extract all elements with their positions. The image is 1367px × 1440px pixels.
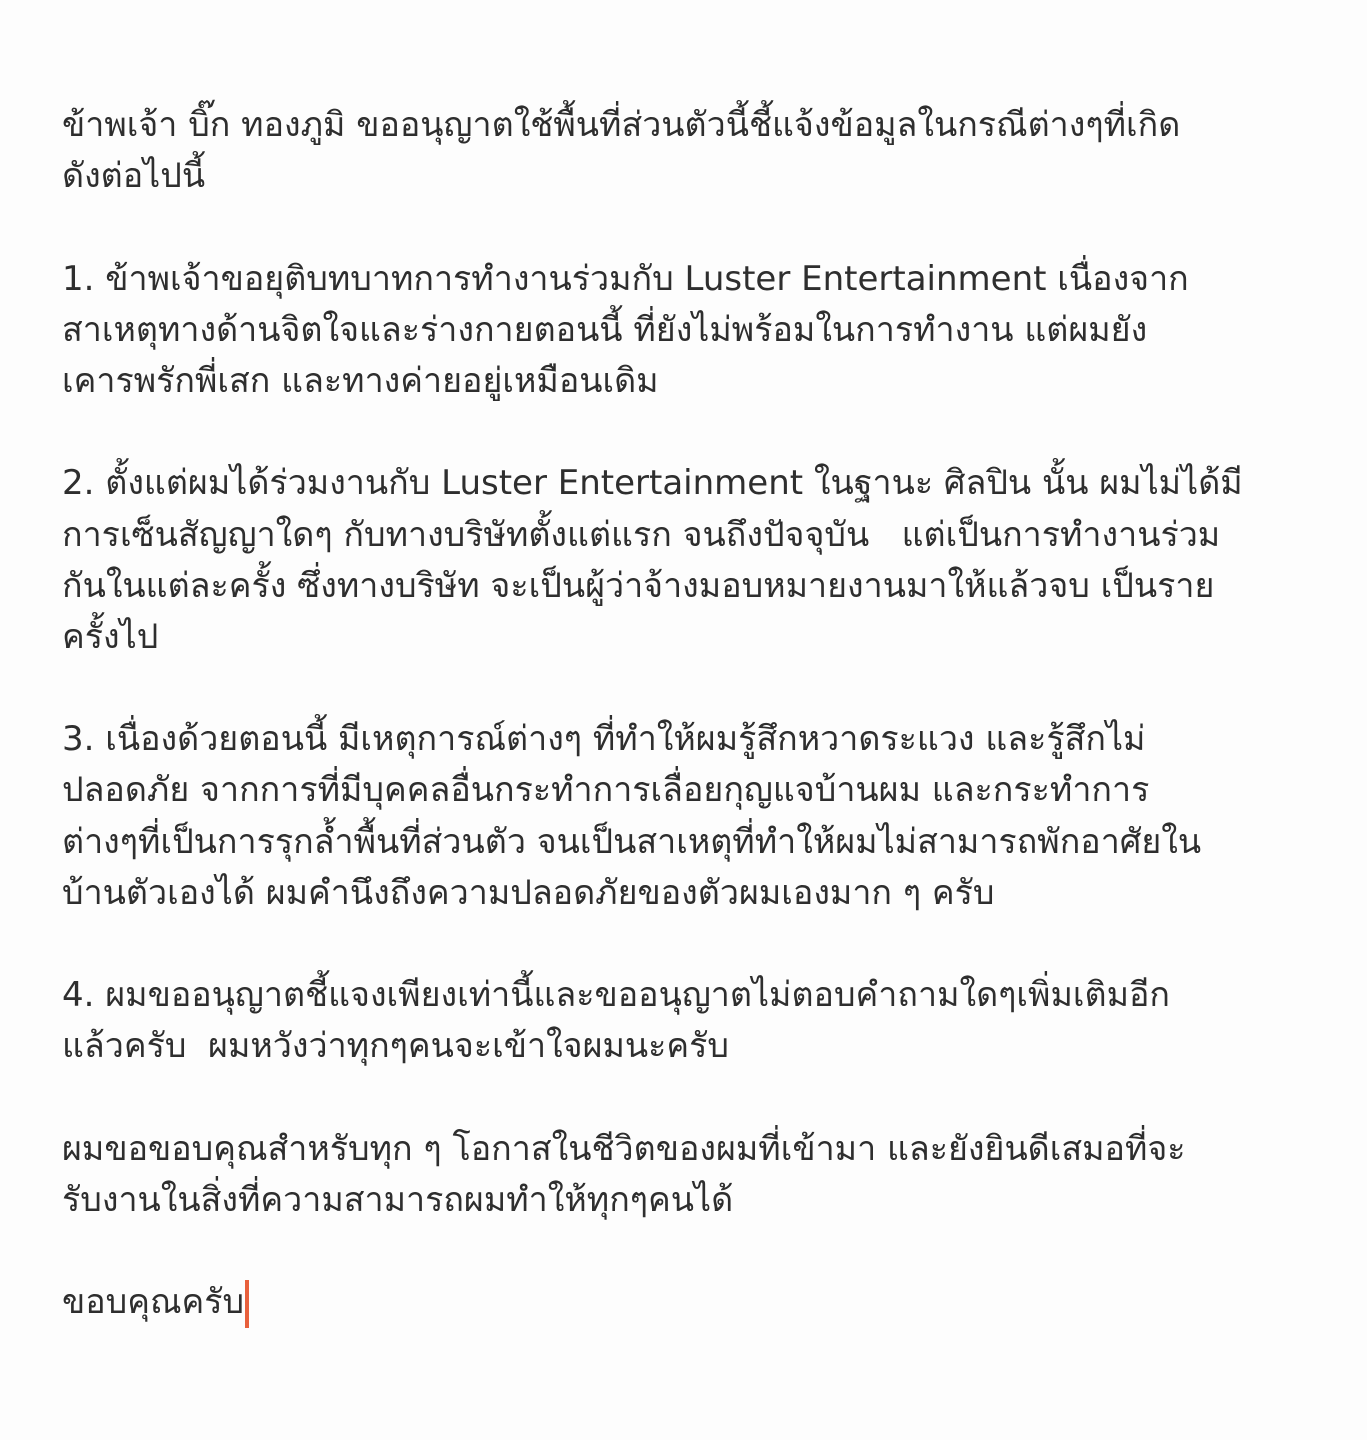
line-text: ครั้งไป [62, 616, 159, 657]
line-text: บ้านตัวเองได้ ผมคำนึงถึงความปลอดภัยของตัวผมเองมาก ๆ ครับ [62, 872, 995, 913]
text-line [62, 305, 1352, 356]
paragraph [62, 254, 1352, 408]
paragraph [62, 458, 1352, 663]
text-line [62, 970, 1352, 1021]
text-line [62, 1021, 1352, 1072]
text-line [62, 765, 1352, 816]
text-line [62, 612, 1352, 663]
text-cursor [245, 1280, 249, 1328]
line-text: เคารพรักพี่เสก และทางค่ายอยู่เหมือนเดิม [62, 360, 659, 401]
text-line [62, 356, 1352, 407]
line-text: ปลอดภัย จากการที่มีบุคคลอื่นกระทำการเลื่อยกุญแจบ้านผม และกระทำการ [62, 770, 1150, 811]
text-line [62, 458, 1352, 509]
text-line [62, 714, 1352, 765]
paragraph [62, 970, 1352, 1072]
paragraph [62, 1277, 1352, 1328]
paragraph [62, 1124, 1352, 1226]
line-text: 1. ข้าพเจ้าขอยุติบทบาทการทำงานร่วมกับ Luster Entertainment เนื่องจาก [62, 258, 1189, 299]
text-line [62, 1124, 1352, 1175]
line-text: 4. ผมขออนุญาตชี้แจงเพียงเท่านี้และขออนุญาตไม่ตอบคำถามใดๆเพิ่มเติมอีก [62, 975, 1170, 1016]
text-line [62, 510, 1352, 561]
line-text: กันในแต่ละครั้ง ซึ่งทางบริษัท จะเป็นผู้ว่าจ้างมอบหมายงานมาให้แล้วจบ เป็นราย [62, 565, 1215, 606]
text-editor-body[interactable] [62, 100, 1352, 1380]
text-line [62, 254, 1352, 305]
line-text: แล้วครับ ผมหวังว่าทุกๆคนจะเข้าใจผมนะครับ [62, 1026, 730, 1067]
text-line [62, 817, 1352, 868]
text-line [62, 1175, 1352, 1226]
line-text: 3. เนื่องด้วยตอนนี้ มีเหตุการณ์ต่างๆ ที่ทำให้ผมรู้สึกหวาดระแวง และรู้สึกไม่ [62, 719, 1146, 760]
text-line [62, 868, 1352, 919]
text-line [62, 1277, 1352, 1328]
line-text: ผมขอขอบคุณสำหรับทุก ๆ โอกาสในชีวิตของผมที่เข้ามา และยังยินดีเสมอที่จะ [62, 1128, 1186, 1169]
line-text: ข้าพเจ้า บิ๊ก ทองภูมิ ขออนุญาตใช้พื้นที่ส่วนตัวนี้ชี้แจ้งข้อมูลในกรณีต่างๆที่เกิด [62, 105, 1181, 145]
paragraph [62, 714, 1352, 919]
paragraph [62, 100, 1352, 202]
text-line [62, 151, 1352, 202]
line-text: ต่างๆที่เป็นการรุกล้ำพื้นที่ส่วนตัว จนเป็นสาเหตุที่ทำให้ผมไม่สามารถพักอาศัยใน [62, 821, 1202, 862]
line-text: การเซ็นสัญญาใดๆ กับทางบริษัทตั้งแต่แรก จนถึงปัจจุบัน แต่เป็นการทำงานร่วม [62, 514, 1221, 555]
line-text: สาเหตุทางด้านจิตใจและร่างกายตอนนี้ ที่ยังไม่พร้อมในการทำงาน แต่ผมยัง [62, 309, 1148, 350]
line-text: รับงานในสิ่งที่ความสามารถผมทำให้ทุกๆคนได้ [62, 1179, 734, 1220]
text-line [62, 561, 1352, 612]
line-text: 2. ตั้งแต่ผมได้ร่วมงานกับ Luster Entertainment ในฐานะ ศิลปิน นั้น ผมไม่ได้มี [62, 463, 1243, 504]
line-text: ดังต่อไปนี้ [62, 156, 206, 197]
line-text: ขอบคุณครับ [62, 1282, 245, 1323]
text-line [62, 100, 1352, 151]
